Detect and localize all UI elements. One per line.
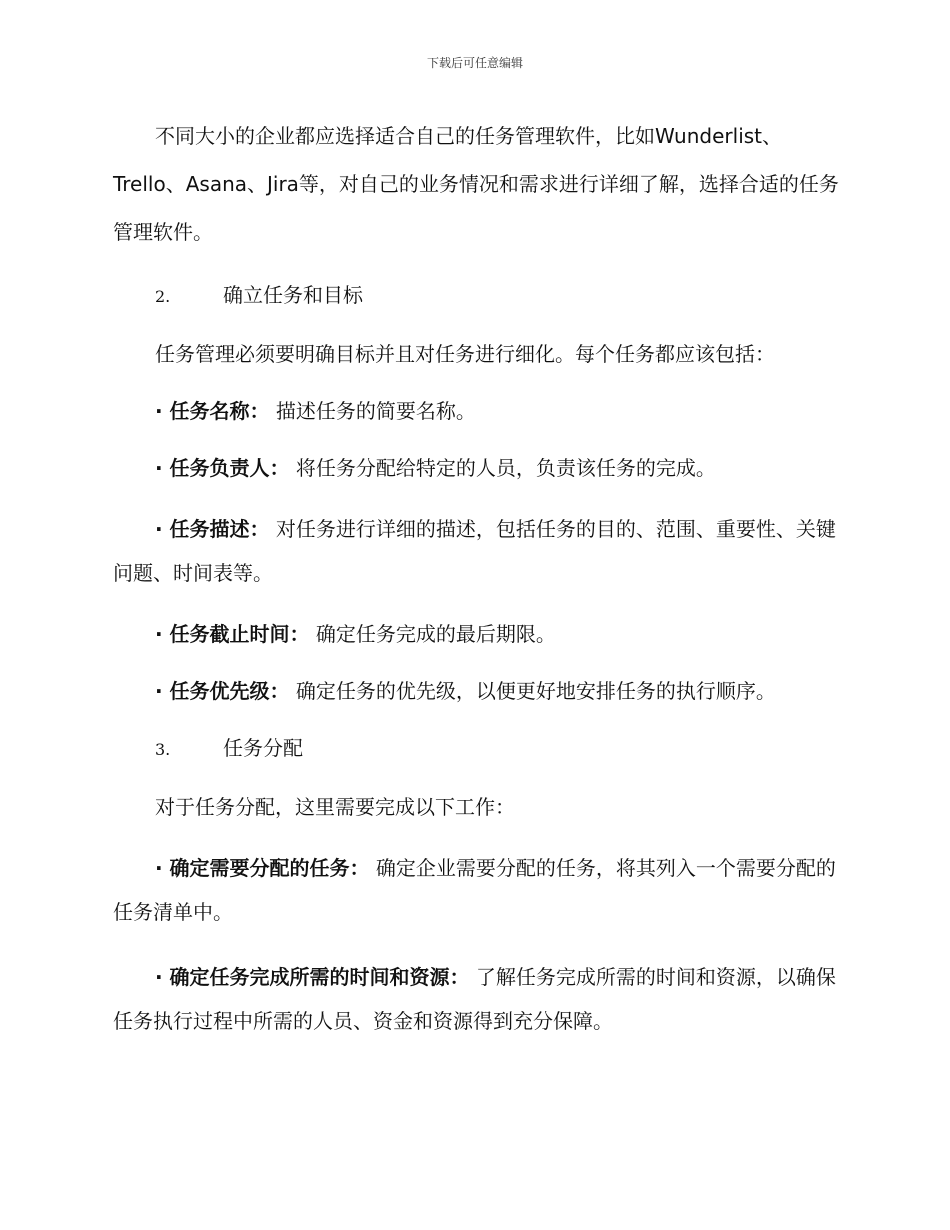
list-item-text: 确定企业需要分配的任务，将其列入一个需要分配的任务清单中。: [113, 856, 836, 924]
list-item-text: 将任务分配给特定的人员，负责该任务的完成。: [295, 456, 716, 480]
section-3-number: 3.: [155, 740, 171, 759]
list-item: [113, 450, 843, 486]
list-item: [113, 955, 843, 1043]
section-3-intro: 对于任务分配，这里需要完成以下工作：: [155, 795, 515, 819]
section-2-number: 2.: [155, 287, 171, 306]
list-item-label: · 任务名称：: [155, 399, 270, 423]
section-3-heading: [113, 730, 843, 768]
list-item-text: 了解任务完成所需的时间和资源，以确保任务执行过程中所需的人员、资金和资源得到充分保障。: [113, 965, 836, 1033]
section-3-title: 任务分配: [223, 736, 303, 760]
list-item: [113, 507, 843, 595]
section-2-title: 确立任务和目标: [223, 283, 363, 307]
list-item-text: 确定任务完成的最后期限。: [315, 622, 556, 646]
list-item-text: 描述任务的简要名称。: [275, 399, 476, 423]
list-item-label: · 确定任务完成所需的时间和资源：: [155, 965, 470, 989]
list-item-label: · 确定需要分配的任务：: [155, 856, 370, 880]
list-item-text: 对任务进行详细的描述，包括任务的目的、范围、重要性、关键问题、时间表等。: [113, 517, 836, 585]
list-item-label: · 任务负责人：: [155, 456, 290, 480]
list-item: [113, 616, 843, 652]
document-body: [113, 112, 843, 1064]
list-item-label: · 任务描述：: [155, 517, 270, 541]
list-item-label: · 任务截止时间：: [155, 622, 310, 646]
list-item: [113, 393, 843, 429]
list-item: [113, 846, 843, 934]
list-item: [113, 673, 843, 709]
intro-paragraph: 不同大小的企业都应选择适合自己的任务管理软件，比如Wunderlist、Trello、Asana、Jira等，对自己的业务情况和需求进行详细了解，选择合适的任务管理软件。: [113, 124, 839, 244]
list-item-text: 确定任务的优先级，以便更好地安排任务的执行顺序。: [295, 679, 776, 703]
page-header: 下载后可任意编辑: [426, 56, 523, 70]
section-2-intro: 任务管理必须要明确目标并且对任务进行细化。每个任务都应该包括：: [155, 342, 775, 366]
section-2-heading: [113, 277, 843, 315]
list-item-label: · 任务优先级：: [155, 679, 290, 703]
